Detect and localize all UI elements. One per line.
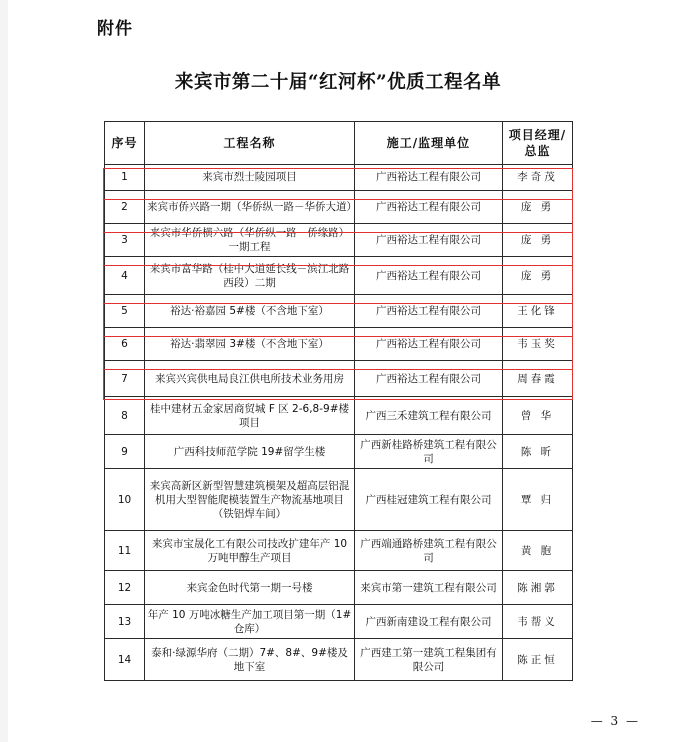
cell-no: 14: [105, 639, 145, 681]
cell-unit: 广西裕达工程有限公司: [355, 191, 503, 224]
cell-manager: 陈湘郭: [503, 571, 573, 605]
cell-no: 11: [105, 531, 145, 571]
cell-project-name: 广西科技师范学院 19#留学生楼: [145, 435, 355, 469]
cell-unit: 广西裕达工程有限公司: [355, 328, 503, 361]
cell-unit: 广西建工第一建筑工程集团有限公司: [355, 639, 503, 681]
table-header-row: [105, 122, 573, 165]
cell-manager: 曾 华: [503, 397, 573, 435]
cell-project-name: 来宾市富华路（桂中大道延长线－滨江北路西段）二期: [145, 257, 355, 295]
cell-manager: 王化锋: [503, 295, 573, 328]
cell-manager: 陈正恒: [503, 639, 573, 681]
cell-unit: 来宾市第一建筑工程有限公司: [355, 571, 503, 605]
cell-manager: 李奇茂: [503, 165, 573, 191]
cell-no: 7: [105, 361, 145, 397]
cell-unit: 广西三禾建筑工程有限公司: [355, 397, 503, 435]
table-row: [105, 639, 573, 681]
cell-manager: 庞 勇: [503, 191, 573, 224]
table-row: [105, 361, 573, 397]
table-row: [105, 469, 573, 531]
cell-manager: 周春霞: [503, 361, 573, 397]
cell-no: 9: [105, 435, 145, 469]
table-row: [105, 224, 573, 257]
cell-unit: 广西裕达工程有限公司: [355, 361, 503, 397]
cell-project-name: 来宾高新区新型智慧建筑模架及超高层铝混机用大型智能爬模装置生产物流基地项目（铁铝焊车间）: [145, 469, 355, 531]
cell-no: 10: [105, 469, 145, 531]
cell-no: 1: [105, 165, 145, 191]
table-row: [105, 165, 573, 191]
cell-project-name: 来宾市华侨横六路（华侨纵一路－侨缘路）一期工程: [145, 224, 355, 257]
column-header-manager: 项目经理/总监: [503, 122, 573, 165]
cell-no: 12: [105, 571, 145, 605]
cell-project-name: 来宾市宝晟化工有限公司技改扩建年产 10 万吨甲醇生产项目: [145, 531, 355, 571]
column-header-no: 序号: [105, 122, 145, 165]
table-row: [105, 191, 573, 224]
cell-manager: 庞 勇: [503, 257, 573, 295]
cell-project-name: 裕达·翡翠园 3#楼（不含地下室）: [145, 328, 355, 361]
cell-manager: 庞 勇: [503, 224, 573, 257]
cell-no: 6: [105, 328, 145, 361]
cell-unit: 广西裕达工程有限公司: [355, 165, 503, 191]
table-row: [105, 605, 573, 639]
cell-unit: 广西裕达工程有限公司: [355, 295, 503, 328]
cell-no: 8: [105, 397, 145, 435]
cell-project-name: 桂中建材五金家居商贸城 F 区 2-6,8-9#楼项目: [145, 397, 355, 435]
cell-manager: 韦玉奖: [503, 328, 573, 361]
scan-edge-artifact: [0, 0, 8, 742]
cell-unit: 广西裕达工程有限公司: [355, 257, 503, 295]
cell-no: 3: [105, 224, 145, 257]
cell-project-name: 来宾市烈士陵园项目: [145, 165, 355, 191]
table-row: [105, 328, 573, 361]
page-number: — 3 —: [590, 714, 640, 728]
project-list-table: [104, 121, 573, 681]
cell-no: 13: [105, 605, 145, 639]
table-row: [105, 397, 573, 435]
cell-unit: 广西新南建设工程有限公司: [355, 605, 503, 639]
page-title: 来宾市第二十届“红河杯”优质工程名单: [174, 72, 502, 93]
cell-project-name: 泰和·绿源华府（二期）7#、8#、9#楼及地下室: [145, 639, 355, 681]
cell-project-name: 来宾市侨兴路一期（华侨纵一路－华侨大道）: [145, 191, 355, 224]
cell-project-name: 来宾金色时代第一期一号楼: [145, 571, 355, 605]
cell-project-name: 裕达·裕嘉园 5#楼（不含地下室）: [145, 295, 355, 328]
cell-no: 2: [105, 191, 145, 224]
table-row: [105, 435, 573, 469]
cell-unit: 广西新桂路桥建筑工程有限公司: [355, 435, 503, 469]
cell-manager: 覃 归: [503, 469, 573, 531]
cell-unit: 广西裕达工程有限公司: [355, 224, 503, 257]
cell-project-name: 来宾兴宾供电局良江供电所技术业务用房: [145, 361, 355, 397]
cell-manager: 黄 胞: [503, 531, 573, 571]
attachment-label: 附件: [97, 19, 133, 39]
table-row: [105, 295, 573, 328]
table-row: [105, 571, 573, 605]
cell-manager: 韦帮义: [503, 605, 573, 639]
cell-project-name: 年产 10 万吨冰糖生产加工项目第一期（1#仓库）: [145, 605, 355, 639]
cell-unit: 广西桂冠建筑工程有限公司: [355, 469, 503, 531]
cell-unit: 广西端通路桥建筑工程有限公司: [355, 531, 503, 571]
column-header-unit: 施工/监理单位: [355, 122, 503, 165]
table-row: [105, 257, 573, 295]
cell-no: 5: [105, 295, 145, 328]
table-row: [105, 531, 573, 571]
cell-no: 4: [105, 257, 145, 295]
column-header-name: 工程名称: [145, 122, 355, 165]
cell-manager: 陈 昕: [503, 435, 573, 469]
